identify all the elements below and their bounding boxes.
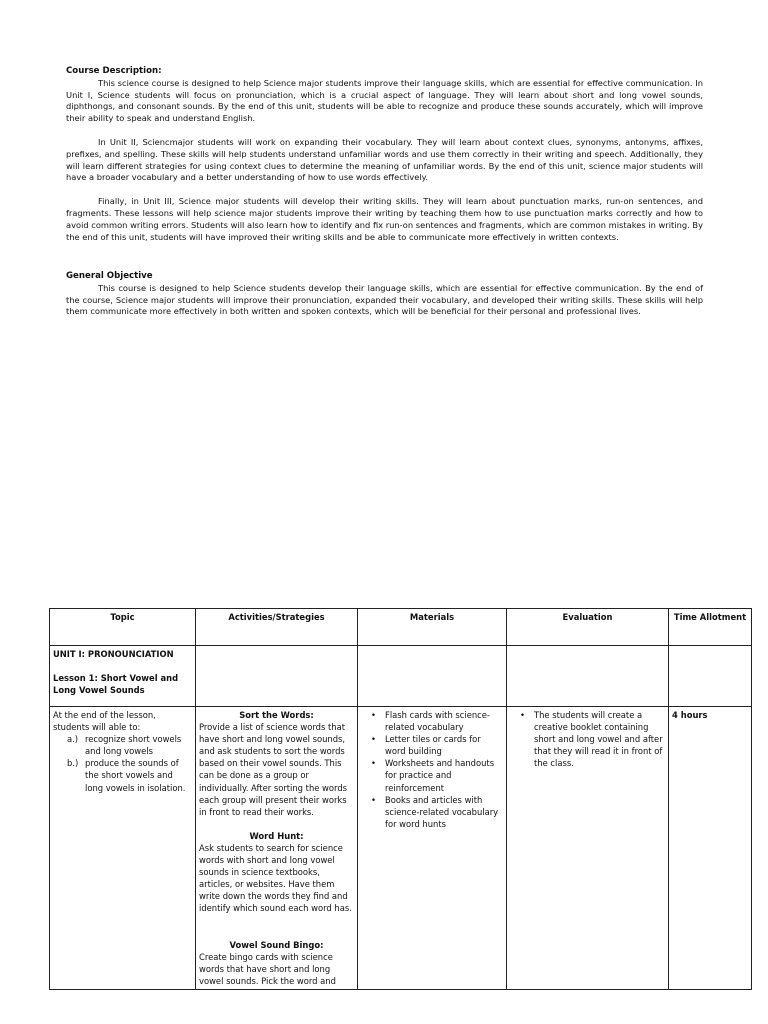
objective-intro: At the end of the lesson, students will able to: [53, 710, 156, 733]
activity-title: Vowel Sound Bingo: [229, 939, 324, 950]
material-item: • Worksheets and handouts for practice and reinforcement [385, 757, 503, 793]
course-description-paragraph-1: This science course is designed to help Science major students improve their language skills, which are essential for effective communication. In Unit I, Science students will focus on pronunciation, which is a crucial aspect of language. They will learn about short and long vowel sounds, diphthongs, and consonant sounds. By the end of this unit, students will be able to recognize and produce these sounds accurately, which will improve their ability to speak and understand English. [66, 77, 703, 124]
objectives-cell [50, 707, 196, 990]
unit-title: UNIT I: PRONOUNCIATION [53, 649, 174, 659]
evaluation-item: • The students will create a creative booklet containing short and long vowel and after that they will read it in front of the class. [534, 709, 665, 769]
objective-item [67, 733, 192, 757]
material-item: • Letter tiles or cards for word building [385, 733, 503, 757]
objective-marker: a.) [67, 734, 79, 745]
activity-title: Sort the Words: [239, 710, 314, 720]
activity-title: Word Hunt: [249, 830, 304, 841]
activity-text: Create bingo cards with science words that have short and long vowel sounds. Pick the word and [199, 951, 336, 986]
lesson-plan-table [49, 608, 752, 990]
unit-cell [50, 646, 196, 707]
lesson-title: Lesson 1: Short Vowel and Long Vowel Sounds [53, 673, 179, 696]
header-topic: Topic [50, 609, 196, 646]
materials-cell [358, 707, 507, 990]
table-row-lesson [50, 707, 752, 990]
empty-cell [669, 646, 752, 707]
empty-cell [358, 646, 507, 707]
material-item: • Flash cards with science-related vocabulary [385, 709, 503, 733]
activity-text: Provide a list of science words that have short and long vowel sounds, and ask students to sort the words based on their vowel sounds. This can be done as a group or individually. After sorting the words each group will present their works in front to read their works. [199, 722, 348, 817]
evaluation-cell [507, 707, 669, 990]
general-objective-heading: General Objective [66, 271, 153, 281]
course-description-paragraph-3: Finally, in Unit III, Science major students will develop their writing skills. They will learn about punctuation marks, run-on sentences, and fragments. These lessons will help science major students improve their writing by teaching them how to use punctuation marks correctly and how to avoid common writing errors. Students will also learn how to identify and fix run-on sentences and fragments, which are common mistakes in writing. By the end of this unit, students will have improved their writing skills and be able to communicate more effectively in written contexts. [66, 196, 703, 242]
objective-list [53, 733, 192, 793]
evaluation-list [510, 709, 665, 769]
table-row-unit [50, 646, 752, 707]
objective-item [67, 757, 192, 793]
course-description-paragraph-2: In Unit II, Sciencmajor students will work on expanding their vocabulary. They will learn about context clues, synonyms, antonyms, affixes, prefixes, and spelling. These skills will help students understand unfamiliar words and use them correctly in their writing and speech. Additionally, they will learn different strategies for using context clues to determine the meaning of unfamiliar words. By the end of this unit, science major students will have a broader vocabulary and a better understanding of how to use words effectively. [66, 136, 703, 183]
objective-marker: b.) [67, 758, 79, 769]
materials-list [361, 709, 503, 830]
activities-cell [196, 707, 358, 990]
course-description-heading: Course Description: [66, 66, 162, 76]
course-description-section [66, 66, 703, 243]
header-evaluation: Evaluation [507, 609, 669, 646]
header-time-allotment: Time Allotment [669, 609, 752, 646]
general-objective-section [66, 271, 703, 318]
header-activities: Activities/Strategies [196, 609, 358, 646]
activity-text: Ask students to search for science words with short and long vowel sounds in science textbooks, articles, or websites. Have them write down the words they find and identify which sound each word has. [199, 842, 352, 914]
objective-text: produce the sounds of the short vowels and long vowels in isolation. [85, 758, 186, 793]
general-objective-paragraph: This course is designed to help Science students develop their language skills, which are essential for effective communication. By the end of the course, Science major students will improve their pronunciation, expanded their vocabulary, and developed their writing skills. These skills will help them communicate more effectively in both written and spoken contexts, which will be beneficial for their personal and professional lives. [66, 282, 703, 317]
time-allotment-cell: 4 hours [669, 707, 752, 990]
header-materials: Materials [358, 609, 507, 646]
material-item: • Books and articles with science-related vocabulary for word hunts [385, 794, 503, 830]
objective-text: recognize short vowels and long vowels [85, 734, 182, 757]
empty-cell [507, 646, 669, 707]
empty-cell [196, 646, 358, 707]
table-header-row [50, 609, 752, 646]
